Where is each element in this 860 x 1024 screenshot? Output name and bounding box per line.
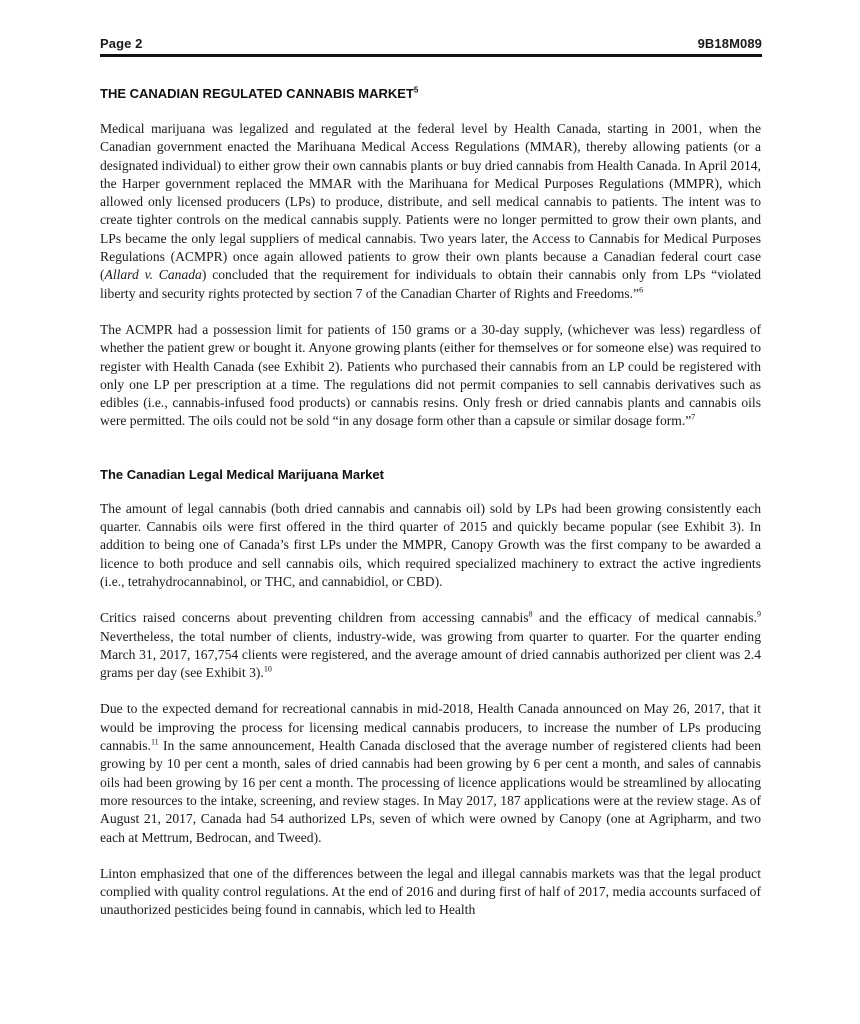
page-content — [100, 86, 761, 920]
case-citation: Allard v. Canada — [104, 267, 202, 283]
section-heading-text: THE CANADIAN REGULATED CANNABIS MARKET — [100, 86, 414, 101]
paragraph-critics-clients — [100, 609, 761, 682]
footnote-ref: 6 — [639, 285, 644, 295]
paragraph-text: Medical marijuana was legalized and regulated at the federal level by Health Canada, starting in 2001, when the Canadian government enacted the Marihuana Medical Access Regulations (MMAR), thereby allowing patients (or a designated individual) to either grow their own cannabis plants or buy dried cannabis from Health Canada. In April 2014, the Harper government replaced the MMAR with the Marihuana for Medical Purposes Regulations (MMPR), which allowed only licensed producers (LPs) to produce, distribute, and sell medical cannabis to patients. The intent was to create tighter controls on the medical cannabis supply. Patients were no longer permitted to grow their own plants, and LPs became the only legal suppliers of medical cannabis. Two years later, the Access to Cannabis for Medical Purposes Regulations (ACMPR) once again allowed patients to grow their own plants because a Canadian federal court case ( — [100, 121, 761, 283]
paragraph-text: ) concluded that the requirement for individuals to obtain their cannabis only from LPs “violated liberty and security rights protected by section 7 of the Canadian Charter of Rights and Freedoms.” — [100, 267, 762, 301]
paragraph-text: Critics raised concerns about preventing children from accessing cannabis — [100, 610, 529, 626]
paragraph-text: In the same announcement, Health Canada disclosed that the average number of registered clients had been growing by 10 per cent a month, sales of dried cannabis had been growing by 6 per cent a month, and sales of cannabis oils had been growing by 16 per cent a month. The processing of licence applications would be streamlined by allocating more resources to the intake, screening, and review stages. In May 2017, 187 applications were at the review stage. As of August 21, 2017, Canada had 54 authorized LPs, seven of which were owned by Canopy (one at Agripharm, and two each at Mettrum, Bedrocan, and Tweed). — [100, 738, 761, 845]
paragraph-quality-control: Linton emphasized that one of the differences between the legal and illegal cannabis markets was that the legal product complied with quality control regulations. At the end of 2016 and during first of half of 2017, media accounts surfaced of unauthorized pesticides being found in cannabis, which led to Health — [100, 865, 761, 918]
footnote-ref: 9 — [757, 609, 761, 619]
footnote-ref: 7 — [691, 412, 696, 422]
paragraph-acmpr-limits — [100, 321, 761, 431]
footnote-ref: 10 — [263, 664, 272, 674]
paragraph-text: Due to the expected demand for recreational cannabis in mid-2018, Health Canada announced on May 26, 2017, that it would be improving the process for licensing medical cannabis producers, to increase the number of LPs producing cannabis. — [100, 701, 761, 754]
paragraph-medical-legalization — [100, 120, 761, 303]
footnote-ref: 8 — [528, 609, 533, 619]
paragraph-text: The ACMPR had a possession limit for patients of 150 grams or a 30-day supply, (whichever was less) regardless of whether the patient grew or bought it. Anyone growing plants (either for themselves or for someone else) was required to register with Health Canada (see Exhibit 2). Patients who purchased their cannabis from an LP could be registered with only one LP per prescription at a time. The regulations did not permit companies to sell cannabis derivatives such as edibles (i.e., cannabis-infused food products) or cannabis resins. Only fresh or dried cannabis plants and cannabis oils were permitted. The oils could not be sold “in any dosage form other than a capsule or similar dosage form.” — [100, 321, 761, 429]
page-number: Page 2 — [100, 36, 143, 51]
section-heading-regulated-market — [100, 86, 761, 101]
case-id: 9B18M089 — [697, 36, 762, 51]
paragraph-health-canada-announcement — [100, 700, 761, 846]
footnote-ref: 11 — [150, 737, 159, 747]
paragraph-text: Nevertheless, the total number of clients, industry-wide, was growing from quarter to quarter. For the quarter ending March 31, 2017, 167,754 clients were registered, and the average amount of dried cannabis authorized per client was 2.4 grams per day (see Exhibit 3). — [100, 628, 761, 681]
page-header — [100, 36, 762, 57]
section-heading-legal-medical-market: The Canadian Legal Medical Marijuana Market — [100, 466, 384, 482]
paragraph-legal-cannabis-sales: The amount of legal cannabis (both dried cannabis and cannabis oil) sold by LPs had been growing consistently each quarter. Cannabis oils were first offered in the third quarter of 2015 and quickly became popular (see Exhibit 3). In addition to being one of Canada’s first LPs under the MMPR, Canopy Growth was the first company to be awarded a licence to both produce and sell cannabis oils, which required specialized machinery to extract the active ingredients (i.e., tetrahydrocannabinol, or THC, and cannabidiol, or CBD). — [100, 500, 761, 589]
paragraph-text: and the efficacy of medical cannabis. — [532, 610, 757, 626]
footnote-ref: 5 — [413, 85, 419, 95]
